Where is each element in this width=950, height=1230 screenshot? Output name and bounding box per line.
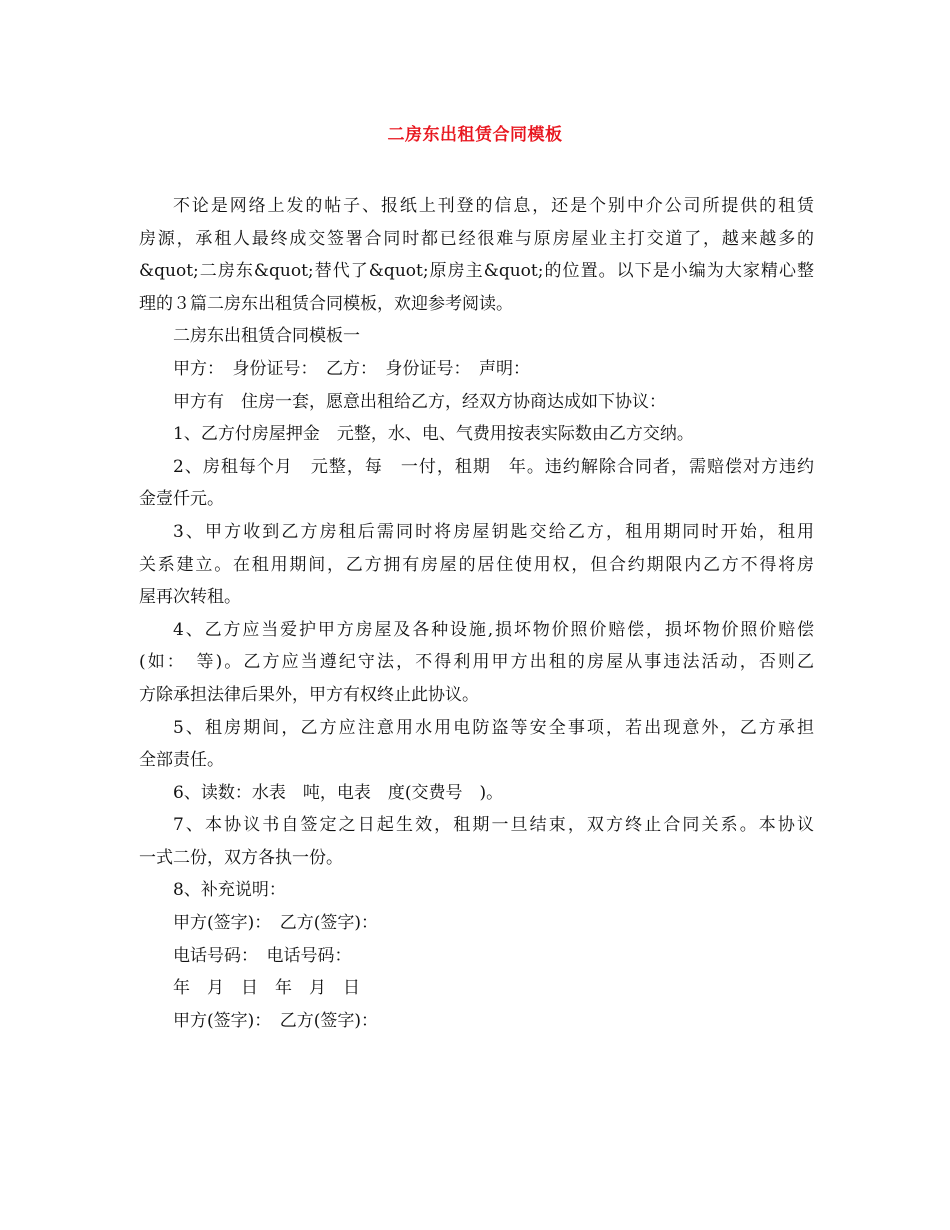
text-line: 3、甲方收到乙方房租后需同时将房屋钥匙交给乙方，租用期同时开始，租用 — [173, 521, 814, 542]
text-line: 4、乙方应当爱护甲方房屋及各种设施,损坏物价照价赔偿，损坏物价照价赔偿 — [173, 619, 814, 640]
text-line: 金壹仟元。 — [139, 489, 224, 510]
agreement-intro — [139, 386, 814, 419]
text-line: 2、房租每个月 元整，每 一付，租期 年。违约解除合同者，需赔偿对方违约 — [173, 456, 814, 477]
intro-paragraph — [139, 190, 814, 320]
signature-line — [139, 1005, 814, 1038]
clause-6 — [139, 777, 814, 810]
clause-5 — [139, 712, 814, 777]
text-line: 6、读数：水表 吨，电表 度(交费号 )。 — [173, 782, 504, 803]
parties-line — [139, 353, 814, 386]
clause-4 — [139, 614, 814, 712]
text-line: &quot;二房东&quot;替代了&quot;原房主&quot;的位置。以下是小编为大家精心整 — [139, 261, 814, 282]
text-line: 全部责任。 — [139, 750, 224, 771]
text-line: 8、补充说明： — [173, 880, 286, 901]
clause-8 — [139, 874, 814, 907]
date-line — [139, 972, 814, 1005]
text-line: 一式二份，双方各执一份。 — [139, 847, 343, 868]
clause-7 — [139, 809, 814, 874]
text-line: 甲方： 身份证号： 乙方： 身份证号： 声明： — [173, 358, 530, 379]
text-line: 甲方(签字)： 乙方(签字)： — [173, 913, 379, 934]
text-line: 屋再次转租。 — [139, 587, 241, 608]
text-line: 7、本协议书自签定之日起生效，租期一旦结束，双方终止合同关系。本协议 — [173, 815, 814, 836]
text-line: 5、租房期间，乙方应注意用水用电防盗等安全事项，若出现意外，乙方承担 — [173, 717, 814, 738]
clause-3 — [139, 516, 814, 614]
text-line: (如： 等)。乙方应当遵纪守法，不得利用甲方出租的房屋从事违法活动，否则乙 — [139, 652, 814, 673]
signature-line — [139, 907, 814, 940]
text-line: 二房东出租赁合同模板一 — [173, 326, 360, 347]
text-line: 甲方有 住房一套，愿意出租给乙方，经双方协商达成如下协议： — [173, 391, 666, 412]
text-line: 关系建立。在租用期间，乙方拥有房屋的居住使用权，但合约期限内乙方不得将房 — [139, 554, 814, 575]
document-title: 二房东出租赁合同模板 — [387, 125, 563, 145]
text-line: 1、乙方付房屋押金 元整，水、电、气费用按表实际数由乙方交纳。 — [173, 424, 694, 445]
document-body — [139, 190, 814, 1037]
text-line: 甲方(签字)： 乙方(签字)： — [173, 1010, 379, 1031]
clause-1 — [139, 418, 814, 451]
text-line: 理的３篇二房东出租赁合同模板，欢迎参考阅读。 — [139, 293, 513, 314]
text-line: 电话号码： 电话号码： — [173, 945, 352, 966]
section-heading — [139, 320, 814, 353]
clause-2 — [139, 451, 814, 516]
text-line: 房源，承租人最终成交签署合同时都已经很难与原房屋业主打交道了，越来越多的 — [139, 228, 814, 249]
phone-line — [139, 940, 814, 973]
text-line: 方除承担法律后果外，甲方有权终止此协议。 — [139, 684, 479, 705]
text-line: 不论是网络上发的帖子、报纸上刊登的信息，还是个别中介公司所提供的租赁 — [173, 196, 814, 216]
text-line: 年 月 日 年 月 日 — [173, 978, 360, 999]
